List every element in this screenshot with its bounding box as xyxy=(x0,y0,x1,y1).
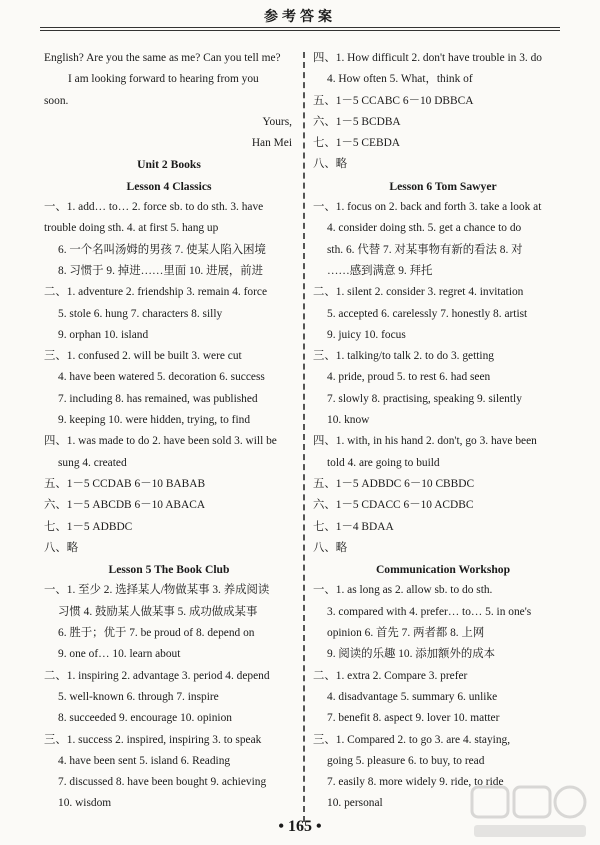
answer-line: 8. succeeded 9. encourage 10. opinion xyxy=(58,712,232,725)
answer-line: 四、1. with, in his hand 2. don't, go 3. have been xyxy=(313,435,537,448)
answer-line: 7. benefit 8. aspect 9. lover 10. matter xyxy=(327,712,500,725)
answer-line: English? Are you the same as me? Can you tell me? xyxy=(44,52,281,64)
answer-line: 三、1. confused 2. will be built 3. were cut xyxy=(44,350,242,363)
answer-line: 7. discussed 8. have been bought 9. achieving xyxy=(58,776,267,789)
answer-line: 10. personal xyxy=(327,797,383,810)
answer-line: 五、1－5 ADBDC 6－10 CBBDC xyxy=(313,477,475,490)
answer-line: 4. disadvantage 5. summary 6. unlike xyxy=(327,690,498,703)
section-heading: Lesson 4 Classics xyxy=(126,179,212,193)
left-column xyxy=(44,48,294,815)
section-heading: Unit 2 Books xyxy=(137,158,201,172)
answer-line: 10. know xyxy=(327,414,370,427)
answer-line: 八、略 xyxy=(44,541,79,554)
answer-line: 二、1. adventure 2. friendship 3. remain 4. force xyxy=(44,286,267,299)
answer-line: 六、1－5 ABCDB 6－10 ABACA xyxy=(44,499,206,512)
answer-line: 二、1. inspiring 2. advantage 3. period 4. depend xyxy=(44,669,270,682)
section-heading: Lesson 5 The Book Club xyxy=(108,563,230,577)
header-rule xyxy=(40,27,560,28)
answer-line: 四、1. was made to do 2. have been sold 3. will be xyxy=(44,435,277,448)
answer-line: sung 4. created xyxy=(58,456,127,469)
answer-line: Han Mei xyxy=(251,137,292,150)
answer-line: 5. well-known 6. through 7. inspire xyxy=(58,690,219,703)
answer-line: 八、略 xyxy=(313,541,348,554)
answer-line: 七、1－4 BDAA xyxy=(313,520,394,533)
right-column xyxy=(313,48,573,815)
answer-line: I am looking forward to hearing from you xyxy=(68,73,259,86)
answer-line: 一、1. focus on 2. back and forth 3. take a look at xyxy=(313,201,542,214)
answer-line: 三、1. talking/to talk 2. to do 3. getting xyxy=(313,350,494,363)
answer-line: 4. pride, proud 5. to rest 6. had seen xyxy=(327,371,491,384)
answer-line: 七、1－5 ADBDC xyxy=(44,520,133,533)
answer-line: 7. including 8. has remained, was published xyxy=(58,392,258,405)
answer-line: 6. 一个名叫汤姆的男孩 7. 使某人陷入困境 xyxy=(58,243,266,256)
answer-line: 习惯 4. 鼓励某人做某事 5. 成功做成某事 xyxy=(58,605,258,618)
answer-line: Yours, xyxy=(262,115,292,128)
answer-line: opinion 6. 首先 7. 两者都 8. 上网 xyxy=(327,627,485,640)
page-header xyxy=(0,0,600,34)
answer-line: 五、1－5 CCDAB 6－10 BABAB xyxy=(44,477,206,490)
answer-line: 八、略 xyxy=(313,158,348,171)
answer-line: 6. 胜于；优于 7. be proud of 8. depend on xyxy=(58,627,255,640)
answer-line: 8. 习惯于 9. 掉进……里面 10. 进展，前进 xyxy=(58,264,264,277)
answer-line: trouble doing sth. 4. at first 5. hang up xyxy=(44,222,219,235)
answer-line: 9. juicy 10. focus xyxy=(327,328,406,341)
answer-line: 4. How often 5. What，think of xyxy=(327,73,473,86)
answer-line: 10. wisdom xyxy=(58,797,112,810)
answer-line: 4. consider doing sth. 5. get a chance to do xyxy=(327,222,522,235)
answer-line: soon. xyxy=(44,94,69,107)
answer-line: told 4. are going to build xyxy=(327,456,440,469)
answer-line: going 5. pleasure 6. to buy, to read xyxy=(327,754,485,767)
answer-line: 六、1－5 CDACC 6－10 ACDBC xyxy=(313,499,474,512)
answer-line: 一、1. as long as 2. allow sb. to do sth. xyxy=(313,584,493,597)
answer-line: 二、1. extra 2. Compare 3. prefer xyxy=(313,669,468,682)
answer-line: 三、1. Compared 2. to go 3. are 4. staying, xyxy=(313,733,511,746)
answer-line: 一、1. 至少 2. 选择某人/物做某事 3. 养成阅读 xyxy=(44,584,270,597)
answer-line: 3. compared with 4. prefer… to… 5. in one's xyxy=(327,605,532,618)
header-rule-thin xyxy=(40,30,560,31)
answer-line: ……感到满意 9. 拜托 xyxy=(327,264,433,277)
answer-line: 9. 阅读的乐趣 10. 添加额外的成本 xyxy=(327,648,496,661)
answer-line: 9. keeping 10. were hidden, trying, to find xyxy=(58,414,251,427)
answer-line: 9. orphan 10. island xyxy=(58,328,149,341)
answer-line: 5. stole 6. hung 7. characters 8. silly xyxy=(58,307,223,320)
answer-line: 三、1. success 2. inspired, inspiring 3. to speak xyxy=(44,733,262,746)
section-heading: Lesson 6 Tom Sawyer xyxy=(389,179,497,193)
answer-line: 二、1. silent 2. consider 3. regret 4. invitation xyxy=(313,286,524,299)
watermark-logo xyxy=(470,783,590,841)
answer-line: 一、1. add… to… 2. force sb. to do sth. 3. have xyxy=(44,201,264,214)
section-heading: Communication Workshop xyxy=(375,563,511,577)
page-header-title: 参考答案 xyxy=(264,10,336,25)
answer-line: 六、1－5 BCDBA xyxy=(313,115,401,128)
answer-line: 7. easily 8. more widely 9. ride, to ride xyxy=(327,776,504,789)
answer-line: 9. one of… 10. learn about xyxy=(58,648,181,661)
answer-line: 五、1－5 CCABC 6－10 DBBCA xyxy=(313,94,474,107)
page-number: • 165 • xyxy=(278,818,322,835)
answer-line: sth. 6. 代替 7. 对某事物有新的看法 8. 对 xyxy=(327,243,523,256)
answer-line: 四、1. How difficult 2. don't have trouble in 3. do xyxy=(313,52,542,64)
answer-line: 5. accepted 6. carelessly 7. honestly 8. artist xyxy=(327,307,528,320)
answer-line: 七、1－5 CEBDA xyxy=(313,137,401,150)
answer-line: 4. have been watered 5. decoration 6. success xyxy=(58,371,265,384)
answer-line: 7. slowly 8. practising, speaking 9. silently xyxy=(327,392,522,405)
column-divider xyxy=(303,52,305,822)
answer-line: 4. have been sent 5. island 6. Reading xyxy=(58,754,231,767)
